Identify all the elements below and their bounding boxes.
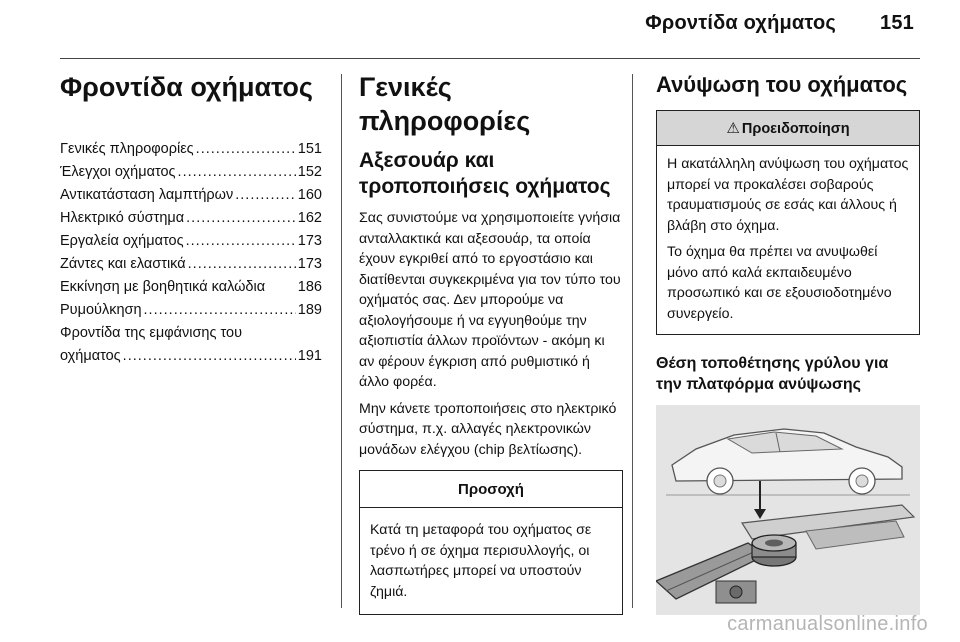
toc-entry[interactable]	[60, 299, 322, 322]
column-divider-1	[341, 74, 342, 608]
toc-entry-label-line1: Φροντίδα της εμφάνισης του	[60, 325, 242, 341]
warning-box-header	[657, 111, 919, 146]
caution-box	[359, 470, 623, 615]
toc-entry-label: Ρυμούλκηση	[60, 302, 142, 318]
toc-entry[interactable]	[60, 207, 322, 230]
caution-text: Κατά τη μεταφορά του οχήματος σε τρένο ή σε όχημα περισυλλογής, οι λασπωτήρες μπορεί να υποστούν ζημιά.	[370, 522, 592, 600]
caution-box-title: Προσοχή	[360, 471, 622, 508]
toc-entry-page: 173	[297, 256, 322, 272]
chapter-title: Φροντίδα οχήματος	[60, 72, 313, 102]
toc-entry-label: Γενικές πληροφορίες	[60, 141, 194, 157]
toc-entry-label-line2: οχήματος	[60, 348, 121, 364]
running-header	[645, 12, 914, 35]
toc-entry[interactable]	[60, 230, 322, 253]
jack-position-heading	[656, 353, 920, 395]
table-of-contents	[60, 138, 322, 368]
toc-entry[interactable]	[60, 184, 322, 207]
toc-entry-page: 152	[297, 164, 322, 180]
subsection-title-line1: Αξεσουάρ και	[359, 149, 495, 172]
warning-box-title: Προειδοποίηση	[741, 121, 850, 137]
toc-entry-label: Εργαλεία οχήματος	[60, 233, 184, 249]
section-title-lifting: Ανύψωση του οχήματος	[656, 72, 908, 97]
toc-entry[interactable]	[60, 253, 322, 276]
column-divider-2	[632, 74, 633, 608]
toc-entry-page: 160	[297, 187, 322, 203]
toc-entry-multiline[interactable]	[60, 322, 322, 368]
accessories-paragraph: Σας συνιστούμε να χρησιμοποιείτε γνήσια ανταλλακτικά και αξεσουάρ, τα οποία έχουν εγκριθεί από το εργοστάσιο και διατίθενται συγκεκριμένα για τον τύπο του οχήματός σας. Δεν μπορούμε να αξιολογήσουμε ή να εγγυηθούμε την αξιοπιστία άλλων προϊόντων - ακόμη κι αν φέρουν έγκριση από ρυθμιστικό ή άλλο φορέα.	[359, 210, 621, 390]
toc-entry-page: 173	[297, 233, 322, 249]
car-lifting-illustration	[656, 405, 920, 615]
page-number: 151	[880, 12, 914, 34]
chapter-contents-column	[60, 70, 322, 368]
warning-box-body	[657, 146, 919, 334]
watermark: carmanualsonline.info	[727, 613, 928, 635]
toc-entry[interactable]	[60, 138, 322, 161]
jack-position-heading-line1: Θέση τοποθέτησης γρύλου για	[656, 355, 889, 372]
toc-entry-page: 186	[297, 279, 322, 295]
toc-entry-page: 191	[297, 348, 322, 364]
warning-box	[656, 110, 920, 335]
jack-position-heading-line2: την πλατφόρμα ανύψωσης	[656, 376, 861, 393]
running-header-title: Φροντίδα οχήματος	[645, 12, 837, 34]
warning-paragraph-1: Η ακατάλληλη ανύψωση του οχήματος μπορεί να προκαλέσει σοβαρούς τραυματισμούς σε εσάς και άλλους ή βλάβη στο όχημα.	[667, 156, 909, 234]
toc-entry-page: 162	[297, 210, 322, 226]
warning-triangle-icon: ⚠	[726, 120, 740, 137]
header-rule	[60, 58, 920, 59]
section-title: Γενικές πληροφορίες	[359, 72, 531, 136]
toc-entry-page: 151	[297, 141, 322, 157]
toc-entry-label: Εκκίνηση με βοηθητικά καλώδια	[60, 279, 266, 295]
toc-entry-label: Ηλεκτρικό σύστημα	[60, 210, 185, 226]
toc-entry-page: 189	[297, 302, 322, 318]
caution-box-body	[360, 508, 622, 614]
lifting-column	[656, 70, 920, 615]
warning-paragraph-2: Το όχημα θα πρέπει να ανυψωθεί μόνο από καλά εκπαιδευμένο προσωπικό και σε εξουσιοδοτημένο συνεργείο.	[667, 244, 892, 322]
toc-entry[interactable]	[60, 161, 322, 184]
subsection-title	[359, 148, 623, 200]
subsection-title-line2: τροποποιήσεις οχήματος	[359, 175, 611, 198]
toc-entry-label: Ζάντες και ελαστικά	[60, 256, 186, 272]
general-info-column	[359, 70, 623, 615]
toc-entry[interactable]	[60, 276, 322, 299]
toc-entry-label: Έλεγχοι οχήματος	[60, 164, 176, 180]
electrical-paragraph: Μην κάνετε τροποποιήσεις στο ηλεκτρικό σύστημα, π.χ. αλλαγές ηλεκτρονικών μονάδων ελέγχου (chip βελτίωσης).	[359, 400, 617, 458]
toc-entry-label: Αντικατάσταση λαμπτήρων	[60, 187, 234, 203]
